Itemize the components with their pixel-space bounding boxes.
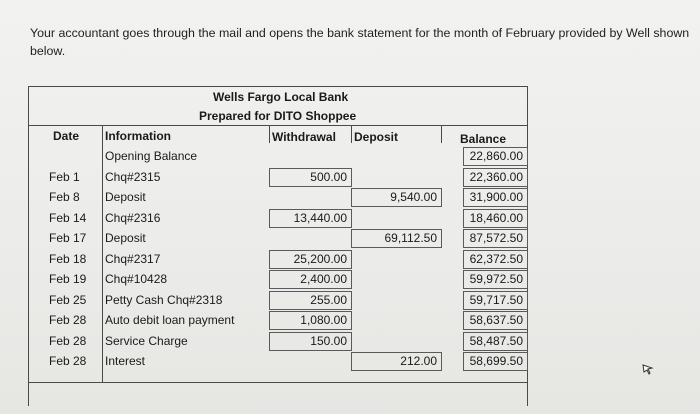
row-balance: 87,572.50 (469, 231, 523, 245)
row-information: Deposit (105, 190, 146, 204)
row-balance: 22,360.00 (469, 169, 523, 184)
row-withdrawal: 25,200.00 (293, 251, 347, 266)
row-withdrawal: 1,080.00 (300, 313, 347, 327)
row-information: Deposit (105, 231, 146, 245)
header-date: Date (53, 129, 80, 143)
row-date: Feb 25 (49, 292, 87, 307)
col-line-info (102, 125, 103, 382)
row-information: Chq#2317 (105, 251, 161, 266)
intro-text: Your accountant goes through the mail and opens the bank statement for the month of February provided by Well shown below. (30, 26, 690, 58)
mouse-pointer-icon (641, 362, 655, 376)
header-deposit: Deposit (354, 130, 399, 144)
bank-statement-table (28, 86, 528, 406)
bank-name: Wells Fargo Local Bank (213, 90, 349, 104)
header-information: Information (105, 129, 171, 143)
header-top-line (28, 125, 528, 126)
row-withdrawal: 500.00 (310, 169, 347, 184)
row-date: Feb 14 (49, 210, 87, 225)
header-balance: Balance (460, 132, 507, 146)
row-information: Interest (105, 354, 146, 368)
table-left-border (28, 86, 29, 406)
col-line-deposit-header (351, 125, 352, 143)
row-information: Service Charge (105, 333, 188, 348)
prepared-for: Prepared for DITO Shoppee (199, 109, 357, 123)
row-deposit: 212.00 (400, 354, 437, 368)
row-balance: 59,717.50 (469, 292, 523, 307)
row-withdrawal: 150.00 (310, 333, 347, 348)
row-withdrawal: 13,440.00 (293, 210, 347, 225)
row-balance: 58,637.50 (469, 313, 523, 327)
row-balance: 62,372.50 (469, 251, 523, 266)
row-deposit: 69,112.50 (384, 231, 437, 245)
col-line-withdrawal-header (269, 125, 270, 143)
row-balance: 22,860.00 (469, 149, 523, 163)
row-deposit: 9,540.00 (390, 190, 437, 204)
row-balance: 58,699.50 (469, 354, 523, 368)
row-withdrawal: 255.00 (310, 292, 347, 307)
row-balance: 59,972.50 (469, 272, 523, 286)
row-date: Feb 18 (49, 251, 87, 266)
col-line-deposit-header-right (441, 125, 442, 143)
row-information: Opening Balance (105, 149, 198, 163)
table-lower-border (28, 382, 528, 383)
row-date: Feb 8 (49, 190, 80, 204)
row-information: Chq#2316 (105, 210, 161, 225)
row-date: Feb 1 (49, 169, 80, 184)
row-information: Auto debit loan payment (105, 313, 235, 327)
row-withdrawal: 2,400.00 (300, 272, 347, 286)
row-date: Feb 19 (49, 272, 87, 286)
header-withdrawal: Withdrawal (272, 130, 336, 144)
row-balance: 18,460.00 (469, 210, 523, 225)
row-information: Chq#10428 (105, 272, 168, 286)
row-balance: 31,900.00 (469, 190, 523, 204)
row-date: Feb 28 (49, 333, 87, 348)
row-information: Chq#2315 (105, 169, 161, 184)
row-date: Feb 17 (49, 231, 87, 245)
row-date: Feb 28 (49, 354, 87, 368)
row-balance: 58,487.50 (469, 333, 523, 348)
row-date: Feb 28 (49, 313, 87, 327)
row-information: Petty Cash Chq#2318 (105, 292, 223, 307)
table-top-border (28, 86, 528, 87)
